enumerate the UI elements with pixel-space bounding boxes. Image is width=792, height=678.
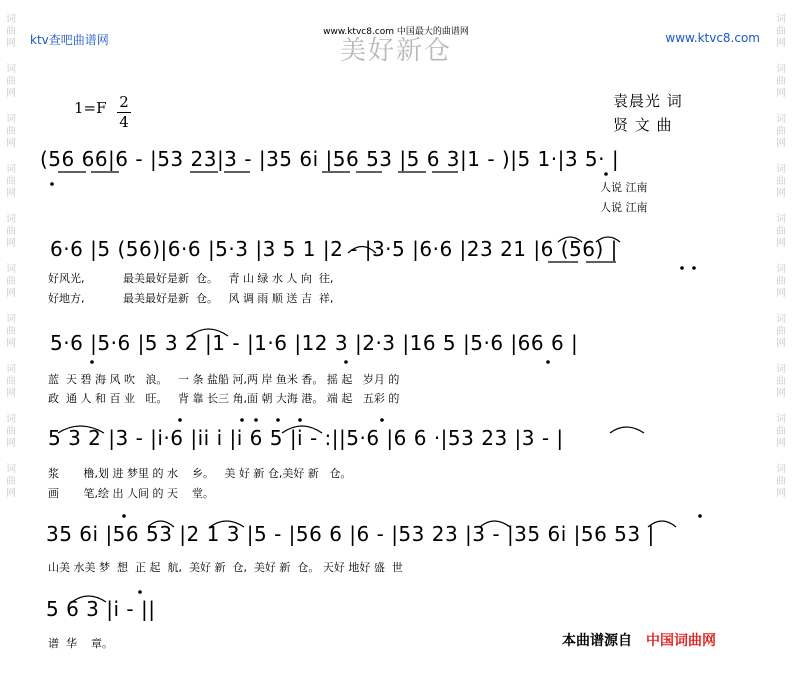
watermark-glyph: 词 xyxy=(776,164,786,175)
watermark-glyph: 曲 xyxy=(6,476,16,487)
watermark-glyph: 词 xyxy=(6,364,16,375)
lyricist-credit: 袁晨光 词 xyxy=(613,92,683,110)
time-signature xyxy=(117,94,131,131)
watermark-glyph: 网 xyxy=(6,438,16,449)
watermark-glyph: 网 xyxy=(6,38,16,49)
watermark-left-6 xyxy=(6,314,16,350)
site-url-right[interactable]: www.ktvc8.com xyxy=(665,31,760,45)
watermark-left-7 xyxy=(6,364,16,400)
watermark-right-3 xyxy=(776,164,786,200)
watermark-glyph: 词 xyxy=(776,64,786,75)
watermark-glyph: 曲 xyxy=(6,176,16,187)
notation-line-4: 5 3 2 |3 - |i·6 |ii i |i 6 5 |i - :||5·6 |6 6 ·|53 23 |3 - | xyxy=(48,426,564,450)
watermark-glyph: 网 xyxy=(6,388,16,399)
watermark-glyph: 网 xyxy=(776,88,786,99)
watermark-glyph: 曲 xyxy=(776,226,786,237)
watermark-glyph: 词 xyxy=(776,314,786,325)
watermark-left-3 xyxy=(6,164,16,200)
watermark-glyph: 曲 xyxy=(776,376,786,387)
key-signature: 1=F xyxy=(74,99,107,117)
watermark-right-4 xyxy=(776,214,786,250)
watermark-glyph: 词 xyxy=(6,164,16,175)
watermark-glyph: 网 xyxy=(776,338,786,349)
watermark-glyph: 词 xyxy=(776,464,786,475)
watermark-glyph: 曲 xyxy=(6,126,16,137)
watermark-left-5 xyxy=(6,264,16,300)
notation-line-3: 5·6 |5·6 |5 3 2 |1 - |1·6 |12 3 |2·3 |16 5 |5·6 |66 6 | xyxy=(50,331,579,355)
watermark-glyph: 曲 xyxy=(6,426,16,437)
watermark-glyph: 曲 xyxy=(6,226,16,237)
watermark-left-9 xyxy=(6,464,16,500)
watermark-glyph: 词 xyxy=(776,264,786,275)
watermark-left-4 xyxy=(6,214,16,250)
notation-line-2: 6·6 |5 (56)|6·6 |5·3 |3 5 1 |2 - |3·5 |6·6 |23 21 |6 (56) | xyxy=(50,237,618,261)
watermark-right-8 xyxy=(776,414,786,450)
left-watermark-column xyxy=(0,0,22,678)
lyric-line-2-verse-1: 好风光, 最美最好是新 仓。 青 山 绿 水 人 向 往, xyxy=(48,272,334,285)
watermark-right-9 xyxy=(776,464,786,500)
watermark-glyph: 曲 xyxy=(6,376,16,387)
watermark-glyph: 词 xyxy=(776,364,786,375)
watermark-glyph: 词 xyxy=(6,414,16,425)
watermark-glyph: 曲 xyxy=(776,76,786,87)
site-name-left[interactable]: ktv查吧曲谱网 xyxy=(30,33,109,47)
lyric-line-3-verse-2: 政 通 人 和 百 业 旺。 背 靠 长三 角,面 朝 大海 港。 端 起 五彩 的 xyxy=(48,392,400,405)
watermark-right-1 xyxy=(776,64,786,100)
time-signature-bottom: 4 xyxy=(119,113,129,131)
source-label: 本曲谱源自 xyxy=(562,633,632,649)
time-signature-top: 2 xyxy=(119,93,129,111)
watermark-glyph: 网 xyxy=(776,188,786,199)
watermark-glyph: 网 xyxy=(776,488,786,499)
watermark-glyph: 曲 xyxy=(6,276,16,287)
lyric-line-4-verse-2: 画 笔,绘 出 人间 的 天 堂。 xyxy=(48,487,214,500)
song-title: 美好新仓 xyxy=(339,36,452,66)
lyric-line-4-verse-1: 浆 橹,划 进 梦里 的 水 乡。 美 好 新 仓,美好 新 仓。 xyxy=(48,467,352,480)
watermark-glyph: 曲 xyxy=(776,176,786,187)
watermark-left-2 xyxy=(6,114,16,150)
right-watermark-column xyxy=(770,0,792,678)
watermark-glyph: 词 xyxy=(776,214,786,225)
lyric-line-5: 山美 水美 梦 想 正 起 航, 美好 新 仓, 美好 新 仓。 天好 地好 盛 世 xyxy=(48,561,403,574)
watermark-right-5 xyxy=(776,264,786,300)
watermark-glyph: 词 xyxy=(6,214,16,225)
watermark-glyph: 网 xyxy=(6,238,16,249)
watermark-glyph: 曲 xyxy=(776,426,786,437)
watermark-glyph: 词 xyxy=(6,264,16,275)
source-site-link[interactable]: 中国词曲网 xyxy=(646,633,716,649)
watermark-glyph: 曲 xyxy=(6,326,16,337)
watermark-right-6 xyxy=(776,314,786,350)
watermark-glyph: 词 xyxy=(6,314,16,325)
watermark-glyph: 网 xyxy=(776,238,786,249)
watermark-glyph: 网 xyxy=(6,188,16,199)
watermark-glyph: 网 xyxy=(6,88,16,99)
lyric-line-1-verse-1: 人说 江南 xyxy=(600,181,648,194)
watermark-glyph: 词 xyxy=(776,414,786,425)
watermark-glyph: 词 xyxy=(776,114,786,125)
lyric-line-1-verse-2: 人说 江南 xyxy=(600,201,648,214)
watermark-glyph: 词 xyxy=(6,14,16,25)
watermark-glyph: 曲 xyxy=(6,76,16,87)
watermark-right-2 xyxy=(776,114,786,150)
watermark-glyph: 词 xyxy=(6,114,16,125)
watermark-glyph: 网 xyxy=(776,38,786,49)
watermark-left-8 xyxy=(6,414,16,450)
watermark-glyph: 网 xyxy=(6,138,16,149)
watermark-glyph: 曲 xyxy=(776,26,786,37)
watermark-glyph: 词 xyxy=(776,14,786,25)
lyric-line-2-verse-2: 好地方, 最美最好是新 仓。 风 调 雨 顺 送 吉 祥, xyxy=(48,292,334,305)
notation-line-1: (56 66|6 - |53 23|3 - |35 6i |56 53 |5 6 3|1 - )|5 1·|3 5· | xyxy=(40,147,620,171)
lyric-line-6: 谱 华 章。 xyxy=(48,637,113,650)
watermark-glyph: 曲 xyxy=(776,276,786,287)
lyric-line-3-verse-1: 蓝 天 碧 海 风 吹 浪。 一 条 盐船 河,两 岸 鱼米 香。 摇 起 岁月 的 xyxy=(48,373,400,386)
watermark-right-7 xyxy=(776,364,786,400)
watermark-glyph: 曲 xyxy=(776,326,786,337)
watermark-glyph: 词 xyxy=(6,464,16,475)
site-banner-center[interactable]: www.ktvc8.com 中国最大的曲谱网 xyxy=(323,27,469,37)
watermark-glyph: 网 xyxy=(776,388,786,399)
watermark-left-1 xyxy=(6,64,16,100)
watermark-glyph: 网 xyxy=(6,288,16,299)
watermark-glyph: 曲 xyxy=(6,26,16,37)
watermark-glyph: 网 xyxy=(776,288,786,299)
watermark-glyph: 词 xyxy=(6,64,16,75)
watermark-glyph: 曲 xyxy=(776,476,786,487)
watermark-glyph: 网 xyxy=(776,138,786,149)
watermark-glyph: 网 xyxy=(6,488,16,499)
notation-line-5: 35 6i |56 53 |2 1 3 |5 - |56 6 |6 - |53 23 |3 - |35 6i |56 53 | xyxy=(46,522,655,546)
composer-credit: 贤 文 曲 xyxy=(613,116,673,134)
source-credit xyxy=(562,630,716,650)
watermark-glyph: 曲 xyxy=(776,126,786,137)
watermark-glyph: 网 xyxy=(6,338,16,349)
notation-line-6: 5 6 3 |i - || xyxy=(46,597,156,621)
watermark-glyph: 网 xyxy=(776,438,786,449)
